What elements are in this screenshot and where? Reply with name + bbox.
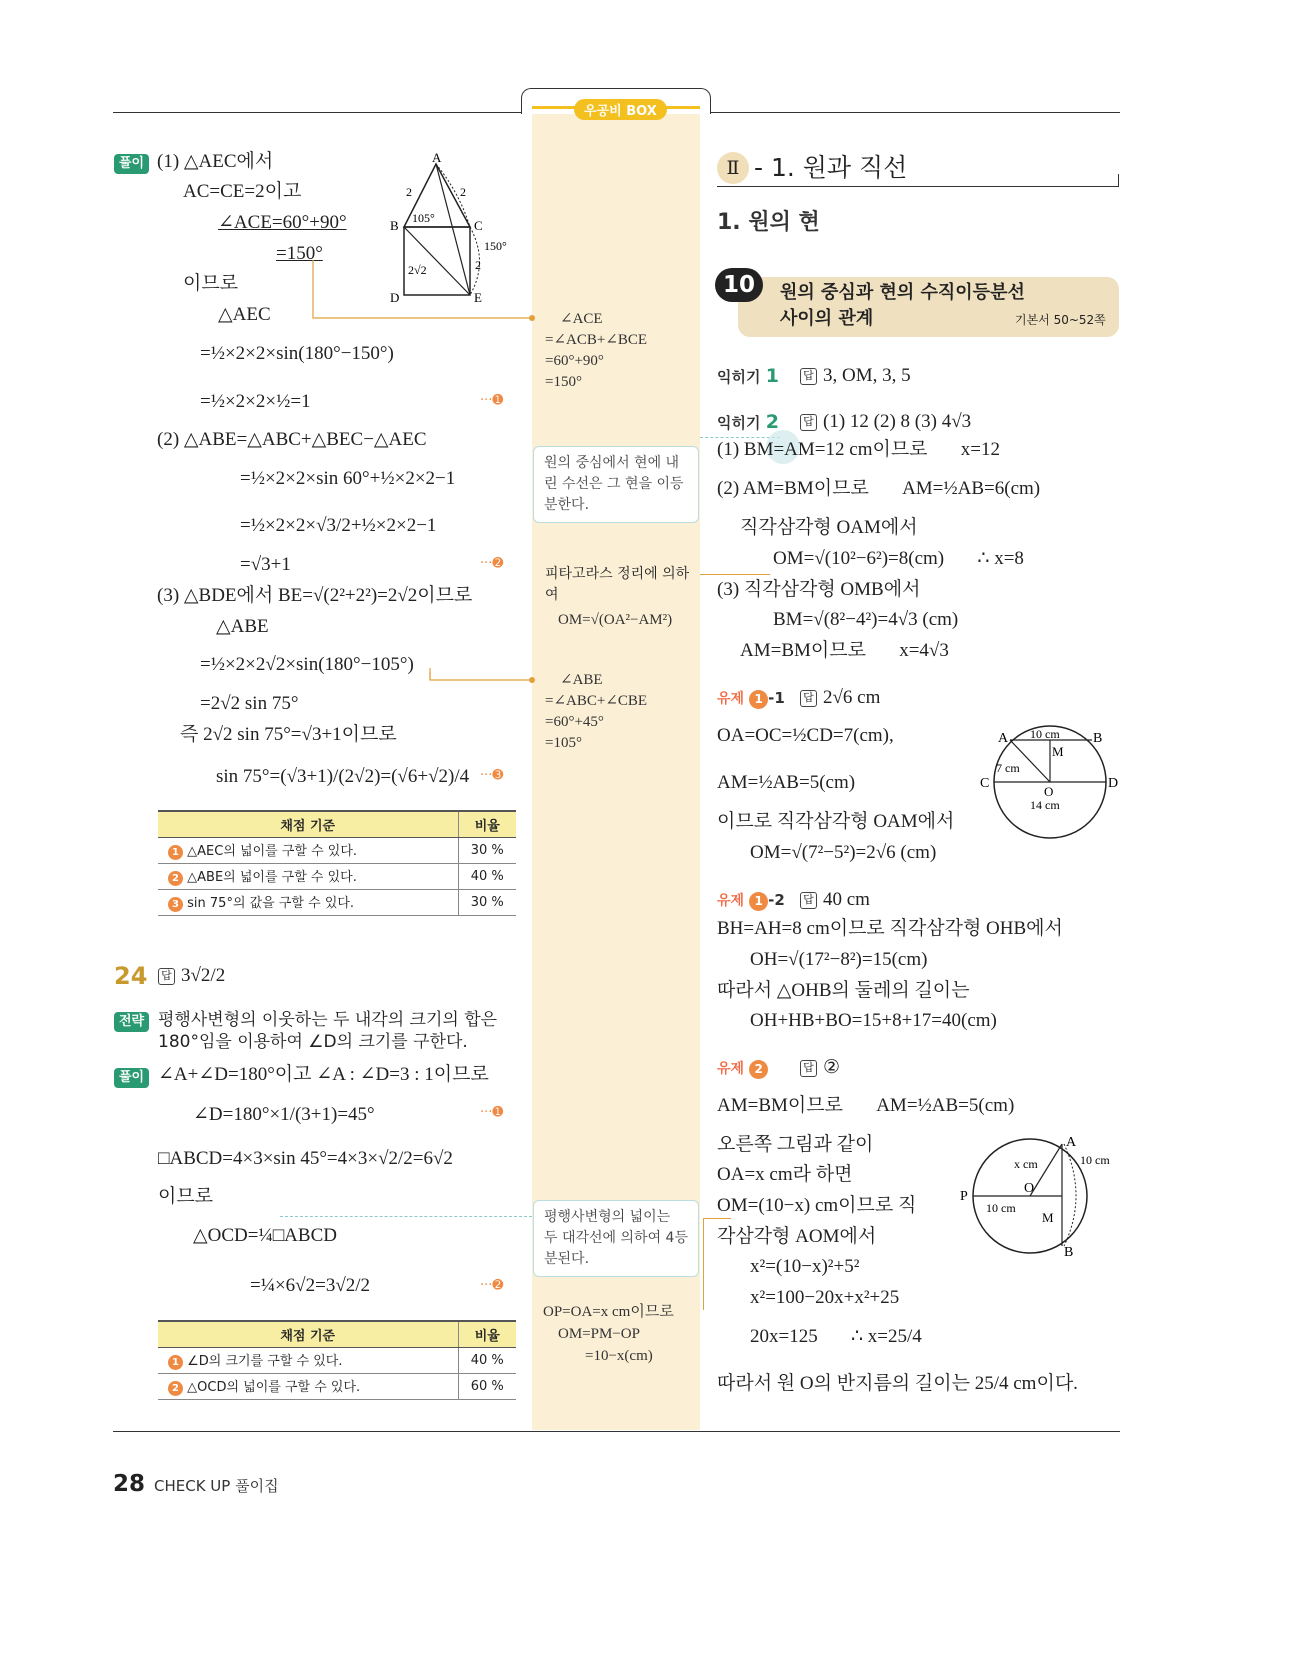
- p1-line1: (1) △AEC에서: [157, 151, 274, 172]
- row-ratio: 30 %: [458, 889, 516, 915]
- row-text: sin 75°의 값을 구할 수 있다.: [187, 896, 355, 911]
- p3-line2: △ABE: [216, 616, 269, 637]
- table-row: [158, 837, 516, 863]
- row-ratio: 30 %: [458, 837, 516, 863]
- box-tab-label: [574, 99, 667, 120]
- fig3-label-P: P: [960, 1189, 968, 1204]
- s24-line1: ∠A+∠D=180°이고 ∠A : ∠D=3 : 1이므로: [158, 1064, 489, 1085]
- connector-right-1: [700, 574, 770, 575]
- p1-line6: △AEC: [218, 304, 271, 325]
- fig2-label-D: D: [1108, 776, 1119, 791]
- table-row: [158, 1347, 516, 1373]
- mark-1b: ···➊: [480, 1105, 504, 1120]
- row-number: 2: [168, 871, 183, 886]
- fig1-label-E: E: [474, 290, 482, 305]
- fig3-label-M: M: [1042, 1210, 1054, 1225]
- fig1-side-3: 2: [475, 258, 481, 272]
- box-note3-line2: =∠ABC+∠CBE: [545, 693, 648, 709]
- example-2-line2: 오른쪽 그림과 같이: [717, 1134, 874, 1155]
- p1-line5: 이므로: [183, 273, 239, 294]
- fig2-length-3: 14 cm: [1030, 798, 1060, 812]
- fig1-diagonal: 2√2: [408, 263, 427, 277]
- p1-line4: =150°: [276, 243, 323, 264]
- fig3-label-O: O: [1024, 1181, 1035, 1196]
- fig1-angle: 105°: [412, 211, 435, 225]
- example-1-2-line2: OH=√(17²−8²)=15(cm): [750, 949, 928, 970]
- p1-line7: =½×2×2×sin(180°−150°): [200, 343, 394, 364]
- strategy-text: 평행사변형의 이웃하는 두 내각의 크기의 합은 180°임을 이용하여 ∠D의 크기를 구한다.: [158, 1010, 498, 1052]
- footer-label: CHECK UP 풀이집: [154, 1477, 279, 1495]
- example-2-line7: x²=100−20x+x²+25: [750, 1287, 900, 1308]
- practice-1-label: 익히기 1: [717, 365, 779, 387]
- fig2-label-A: A: [998, 731, 1009, 746]
- box-note4-line2: OM=PM−OP: [558, 1326, 640, 1342]
- fig3-label-B: B: [1064, 1245, 1074, 1260]
- fig2-label-C: C: [980, 776, 990, 791]
- header-rule-right: [710, 112, 1120, 113]
- fig2-length-1: 10 cm: [1030, 727, 1060, 741]
- table-row: [158, 889, 516, 915]
- strategy-badge: 전략: [114, 1010, 149, 1032]
- s24-line3: □ABCD=4×3×sin 45°=4×3×√2/2=6√2: [158, 1148, 453, 1169]
- chapter-rule: [717, 186, 1119, 187]
- s24-line6: =¼×6√2=3√2/2: [250, 1275, 371, 1296]
- row-ratio: 40 %: [458, 863, 516, 889]
- example-1-1-line2: AM=½AB=5(cm): [717, 772, 856, 793]
- connector-lines-left: [300, 260, 540, 680]
- fig3-length-2: 10 cm: [1080, 1153, 1110, 1167]
- fig1-side-2: 2: [460, 185, 466, 199]
- p3-line5: 즉 2√2 sin 75°=√3+1이므로: [180, 724, 397, 745]
- box-note1-line3: =60°+90°: [545, 353, 604, 369]
- fig3-length-1: x cm: [1014, 1157, 1038, 1171]
- topic-title-2: 사이의 관계: [780, 308, 874, 329]
- box-note1-line2: =∠ACB+∠BCE: [545, 332, 648, 348]
- s24-line2: ∠D=180°×1/(3+1)=45°: [193, 1104, 375, 1125]
- sol-badge-24: 풀이: [114, 1066, 149, 1088]
- practice-2-line4: OM=√(10²−6²)=8(cm) ∴ x=8: [773, 548, 1024, 569]
- mark-2b: ···➋: [480, 1278, 504, 1293]
- box-note3-line3: =60°+45°: [545, 714, 604, 730]
- example-2-line9: 따라서 원 O의 반지름의 길이는 25/4 cm이다.: [717, 1373, 1078, 1394]
- p1-line8: =½×2×2×½=1: [200, 391, 311, 412]
- example-1-1-line3: 이므로 직각삼각형 OAM에서: [717, 811, 955, 832]
- fig2-length-2: 7 cm: [996, 761, 1020, 775]
- example-2-line3: OA=x cm라 하면: [717, 1164, 853, 1185]
- example-2-line8: 20x=125 ∴ x=25/4: [750, 1326, 922, 1347]
- row-text: △OCD의 넓이를 구할 수 있다.: [187, 1380, 361, 1395]
- practice-2-line6: BM=√(8²−4²)=4√3 (cm): [773, 609, 959, 630]
- example-1-2-answer: 답 40 cm: [800, 888, 870, 912]
- practice-2-line5: (3) 직각삼각형 OMB에서: [717, 579, 921, 600]
- box-note3-line1: ∠ABE: [560, 672, 603, 688]
- example-2-line4: OM=(10−x) cm이므로 직: [717, 1195, 917, 1216]
- mark-3a: ···➌: [480, 768, 504, 783]
- figure-circle-1: [980, 722, 1120, 840]
- s24-line5: △OCD=¼□ABCD: [193, 1225, 337, 1246]
- box-tip-chord: 원의 중심에서 현에 내린 수선은 그 현을 이등분한다.: [533, 446, 699, 523]
- row-text: △ABE의 넓이를 구할 수 있다.: [187, 870, 357, 885]
- score-table-2: [158, 1320, 516, 1400]
- example-1-1-answer: 답 2√6 cm: [800, 686, 880, 710]
- fig2-label-O: O: [1044, 784, 1054, 799]
- example-1-2-line3: 따라서 △OHB의 둘레의 길이는: [717, 980, 970, 1001]
- row-number: 3: [168, 897, 183, 912]
- p2-line2: =½×2×2×sin 60°+½×2×2−1: [240, 468, 456, 489]
- fig2-label-B: B: [1093, 731, 1103, 746]
- mark-1a: ···➊: [480, 393, 504, 408]
- topic-reference: 기본서 50~52쪽: [1015, 313, 1106, 327]
- table-row: [158, 863, 516, 889]
- example-2-answer: 답 ②: [800, 1056, 840, 1080]
- example-1-1-line1: OA=OC=½CD=7(cm),: [717, 725, 894, 746]
- example-1-2-line1: BH=AH=8 cm이므로 직각삼각형 OHB에서: [717, 918, 1063, 939]
- chapter-roman-badge: Ⅱ: [717, 152, 749, 184]
- chapter-rule-tick: [1118, 174, 1119, 187]
- table2-header-criteria: 채점 기준: [158, 1321, 458, 1347]
- fig1-label-A: A: [432, 152, 442, 165]
- example-1-2-label: 유제 1 -2: [717, 891, 785, 909]
- fig3-label-A: A: [1066, 1135, 1077, 1150]
- table1-header-criteria: 채점 기준: [158, 811, 458, 837]
- practice-2-line7: AM=BM이므로 x=4√3: [740, 640, 949, 661]
- example-1-1-label: 유제 1 -1: [717, 689, 785, 707]
- fig1-label-C: C: [474, 218, 483, 233]
- row-number: 2: [168, 1381, 183, 1396]
- question-24-number: 24: [114, 962, 148, 990]
- row-text: △AEC의 넓이를 구할 수 있다.: [187, 844, 358, 859]
- figure-circle-2: [958, 1130, 1118, 1260]
- row-number: 1: [168, 1355, 183, 1370]
- box-tip-parallelogram: 평행사변형의 넓이는 두 대각선에 의하여 4등분된다.: [533, 1200, 699, 1277]
- box-note4-line1: OP=OA=x cm이므로: [543, 1304, 674, 1320]
- p3-line3: =½×2×2√2×sin(180°−105°): [200, 654, 414, 675]
- connector-line-abe: [428, 670, 540, 690]
- table2-header-ratio: 비율: [458, 1321, 516, 1347]
- p1-line3: ∠ACE=60°+90°: [218, 212, 347, 233]
- practice-2-label: 익히기 2: [717, 411, 779, 433]
- fig3-length-3: 10 cm: [986, 1201, 1016, 1215]
- example-1-1-line4: OM=√(7²−5²)=2√6 (cm): [750, 842, 937, 863]
- sol-badge: 풀이: [114, 152, 149, 174]
- chapter-title: - 1. 원과 직선: [754, 153, 908, 182]
- fig1-label-D: D: [390, 290, 400, 305]
- table-row: [158, 1373, 516, 1399]
- fig2-label-M: M: [1052, 744, 1064, 759]
- box-note2-line1: 피타고라스 정리에 의하여: [545, 566, 690, 603]
- mark-2a: ···➋: [480, 556, 504, 571]
- p3-line4: =2√2 sin 75°: [200, 693, 299, 714]
- practice-2-line2: (2) AM=BM이므로 AM=½AB=6(cm): [717, 478, 1041, 499]
- box-note1-line1: ∠ACE: [560, 311, 603, 327]
- practice-2-answer: 답 (1) 12 (2) 8 (3) 4√3: [800, 410, 971, 434]
- box-note3-line4: =105°: [545, 735, 582, 751]
- table1-header-ratio: 비율: [458, 811, 516, 837]
- topic-number: 10: [715, 268, 763, 302]
- p2-line1: (2) △ABE=△ABC+△BEC−△AEC: [157, 429, 427, 450]
- section-title: 1. 원의 현: [717, 210, 820, 235]
- row-number: 1: [168, 845, 183, 860]
- row-ratio: 40 %: [458, 1347, 516, 1373]
- p3-line6: sin 75°=(√3+1)/(2√2)=(√6+√2)/4: [216, 766, 470, 787]
- practice-1-answer: 답 3, OM, 3, 5: [800, 364, 911, 388]
- row-text: ∠D의 크기를 구할 수 있다.: [187, 1354, 343, 1369]
- dashed-link-2: [280, 1216, 532, 1217]
- p1-line2: AC=CE=2이고: [183, 181, 302, 202]
- page-number: 28: [113, 1471, 146, 1497]
- example-2-line6: x²=(10−x)²+5²: [750, 1256, 860, 1277]
- topic-title-1: 원의 중심과 현의 수직이등분선: [780, 282, 1025, 303]
- box-note2-line2: OM=√(OA²−AM²): [558, 612, 673, 628]
- example-2-line5: 각삼각형 AOM에서: [717, 1226, 877, 1247]
- footer-rule: [113, 1431, 1120, 1432]
- example-2-label: 유제 2: [717, 1058, 768, 1079]
- p2-line3: =½×2×2×√3/2+½×2×2−1: [240, 515, 437, 536]
- question-24-answer: 답 3√2/2: [158, 964, 225, 988]
- fig1-side-1: 2: [406, 185, 412, 199]
- s24-line4: 이므로: [158, 1186, 214, 1207]
- p3-line1: (3) △BDE에서 BE=√(2²+2²)=2√2이므로: [157, 585, 473, 606]
- score-table-1: [158, 810, 516, 916]
- header-rule-left: [113, 112, 523, 113]
- row-ratio: 60 %: [458, 1373, 516, 1399]
- box-label: 우공비 BOX: [574, 99, 667, 120]
- box-note1-line4: =150°: [545, 374, 582, 390]
- fig1-angle-2: 150°: [484, 239, 507, 253]
- example-1-2-line4: OH+HB+BO=15+8+17=40(cm): [750, 1010, 997, 1031]
- p2-line4: =√3+1: [240, 554, 291, 575]
- practice-2-line3: 직각삼각형 OAM에서: [740, 517, 918, 538]
- fig1-label-B: B: [390, 218, 399, 233]
- example-2-line1: AM=BM이므로 AM=½AB=5(cm): [717, 1095, 1015, 1116]
- practice-2-line1: (1) BM=AM=12 cm이므로 x=12: [717, 439, 1001, 460]
- box-note4-line3: =10−x(cm): [585, 1348, 653, 1364]
